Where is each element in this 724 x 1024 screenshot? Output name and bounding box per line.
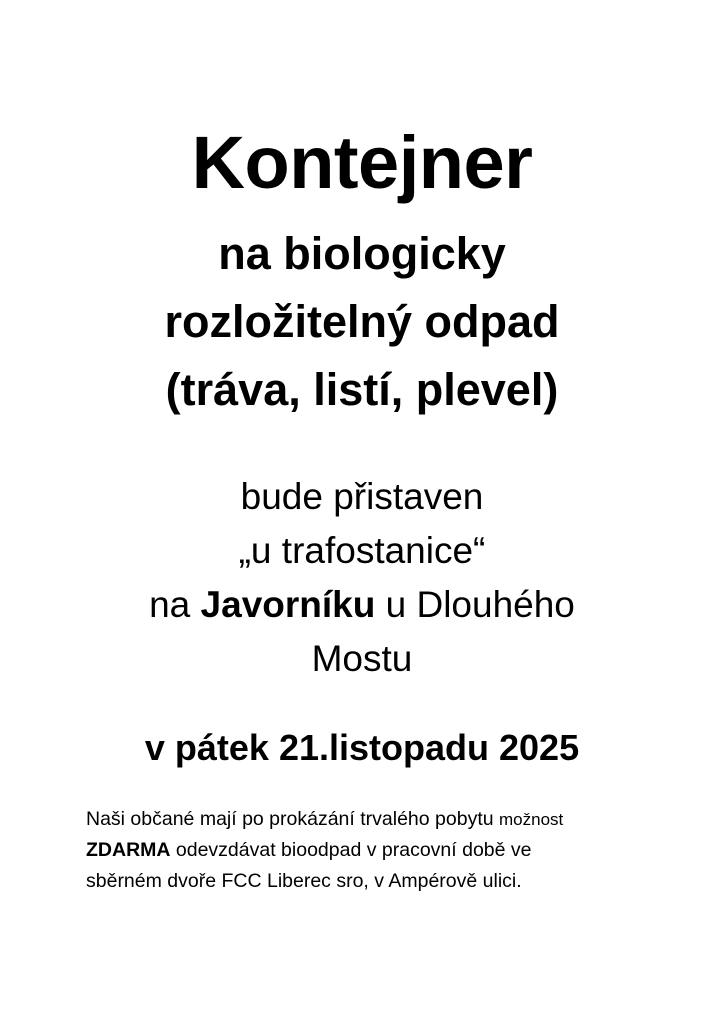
place-line-3-prefix: na <box>149 584 201 625</box>
poster-title: Kontejner <box>191 121 533 204</box>
place-line-4: Mostu <box>311 638 413 679</box>
location-text <box>0 470 724 686</box>
waste-type-description <box>0 220 724 424</box>
note-line-3: sběrném dvoře FCC Liberec sro, v Ampérově ulici. <box>86 870 522 892</box>
subtitle-line-2: rozložitelný odpad <box>164 296 560 347</box>
note-line-1-main: Naši občané mají po prokázání trvalého pobytu <box>86 808 499 830</box>
place-line-3-suffix: u Dlouhého <box>375 584 575 625</box>
subtitle-line-1: na biologicky <box>218 228 506 279</box>
resident-note <box>86 804 686 897</box>
event-date: v pátek 21.listopadu 2025 <box>144 727 580 768</box>
place-line-2: „u trafostanice“ <box>238 530 486 571</box>
note-line-2-rest: odevzdávat bioodpad v pracovní době ve <box>170 839 532 861</box>
place-line-1: bude přistaven <box>240 476 484 517</box>
subtitle-line-3: (tráva, listí, plevel) <box>165 364 559 415</box>
note-line-1 <box>86 804 686 835</box>
place-line-3 <box>0 578 724 632</box>
note-free-label: ZDARMA <box>86 839 171 861</box>
note-line-2 <box>86 835 686 866</box>
place-name: Javorníku <box>200 584 376 625</box>
note-line-1-small: možnost <box>499 810 564 829</box>
